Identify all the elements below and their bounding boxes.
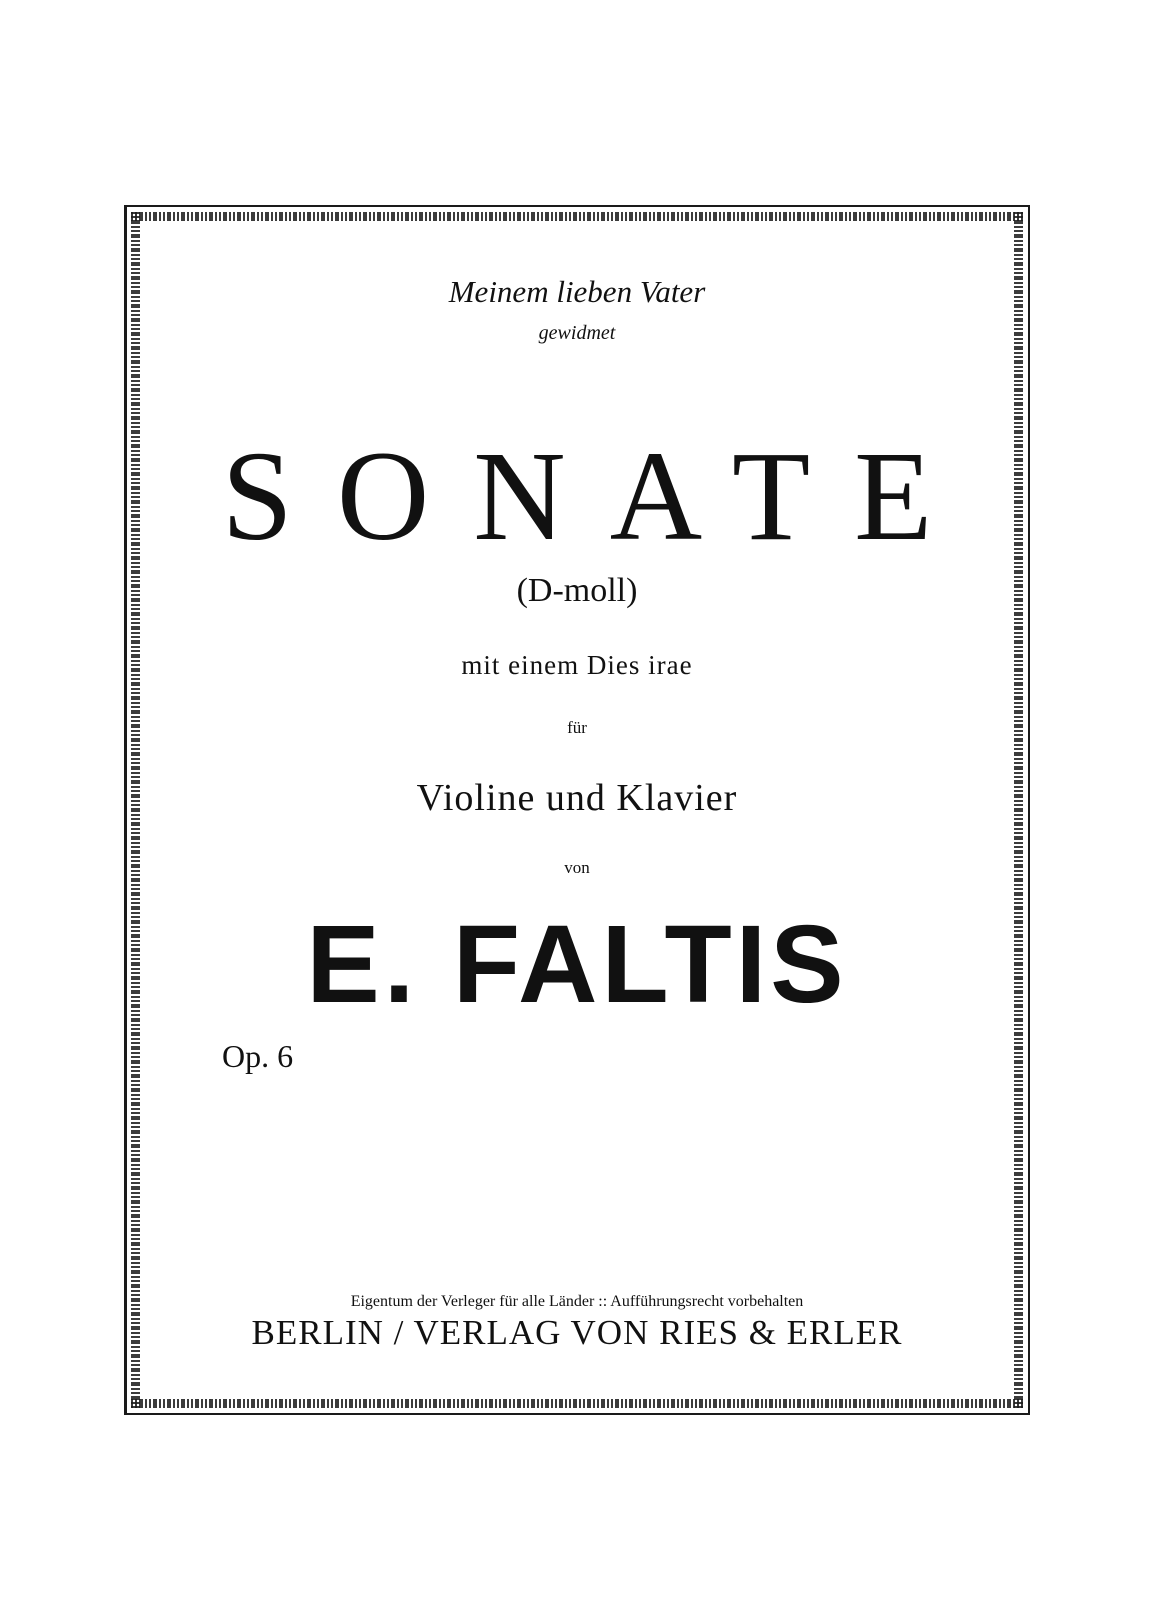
instruments: Violine und Klavier — [416, 777, 738, 819]
key: (D-moll) — [516, 572, 638, 609]
subtitle: mit einem Dies irae — [461, 650, 693, 680]
fuer: für — [567, 718, 587, 737]
opus: Op. 6 — [222, 1038, 294, 1074]
dedication: Meinem lieben Vater — [448, 274, 706, 309]
rights-notice: Eigentum der Verleger für alle Länder :: Aufführungsrecht vorbehalten — [350, 1293, 804, 1310]
von: von — [564, 858, 590, 877]
composer: E. FALTIS — [306, 903, 848, 1026]
ornament-border-bottom — [131, 1399, 1023, 1408]
dedication-sub: gewidmet — [538, 322, 616, 344]
publisher: BERLIN / VERLAG VON RIES & ERLER — [251, 1313, 903, 1352]
title: SONATE — [221, 425, 977, 567]
ornament-border-top — [131, 212, 1023, 221]
